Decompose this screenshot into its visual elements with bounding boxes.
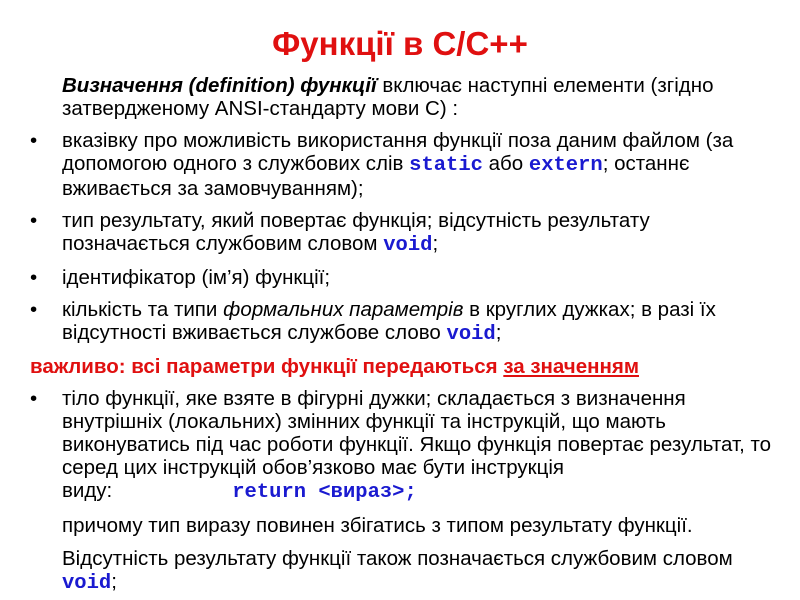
note-paragraph: причому тип виразу повинен збігатись з типом результату функції. — [62, 514, 693, 537]
bullet-text: ; останнє вживається за замовчуванням); — [62, 152, 690, 200]
list-item — [30, 209, 780, 257]
bullet-marker: • — [30, 129, 38, 152]
definition-term: Визначення (definition) функції — [62, 74, 377, 97]
intro-text: включає наступні елементи (згідно затвердженому ANSI-стандарту мови С) : — [62, 74, 714, 120]
bullet-marker: • — [30, 387, 38, 410]
intro-paragraph — [30, 74, 780, 120]
bullet-text: тип результату, який повертає функція; відсутність результату позначається службовим словом — [62, 209, 650, 255]
list-item — [30, 129, 780, 200]
bullet-marker: • — [30, 298, 38, 321]
keyword-extern: extern — [528, 154, 603, 177]
return-statement: return <вираз>; — [232, 481, 417, 504]
list-item — [30, 298, 780, 346]
keyword-void: void — [62, 572, 112, 595]
list-item — [30, 266, 780, 289]
note-end: ; — [111, 570, 117, 593]
formal-params-term: формальних параметрів — [223, 298, 464, 321]
bullet-text: ; — [432, 232, 439, 255]
note-text: Відсутність результату функції також позначається службовим словом — [62, 547, 733, 570]
slide-content — [30, 74, 780, 595]
bullet-text: в круглих дужках; в разі їх відсутності вживається службове слово — [62, 298, 716, 344]
list-item — [30, 387, 780, 504]
important-note — [30, 355, 780, 378]
bullet-text: вказівку про можливість використання функції поза даним файлом (за допомогою одного з службових слів — [62, 129, 734, 175]
important-prefix: важливо: всі параметри функції передаються — [30, 355, 504, 378]
slide-title: Функції в С/С++ — [272, 25, 528, 62]
bullet-text: або — [482, 152, 529, 175]
bullet-text: кількість та типи — [62, 298, 224, 321]
note-paragraph — [30, 547, 780, 595]
keyword-static: static — [409, 154, 483, 177]
keyword-void: void — [446, 323, 496, 346]
bullet-text: тіло функції, яке взяте в фігурні дужки; складається з визначення внутрішніх (локальних) змінних функції та інструкцій, що мають виконуватись під час роботи функції. Якщо функція повертає результат, то серед цих інструкцій обов’язково має бути інструкція виду: — [62, 387, 772, 502]
bullet-text: ідентифікатор (ім’я) функції; — [62, 266, 331, 289]
bullet-text: ; — [495, 321, 502, 344]
important-underlined: за значенням — [503, 355, 639, 378]
bullet-marker: • — [30, 209, 38, 232]
bullet-marker: • — [30, 266, 38, 289]
keyword-void: void — [383, 234, 433, 257]
